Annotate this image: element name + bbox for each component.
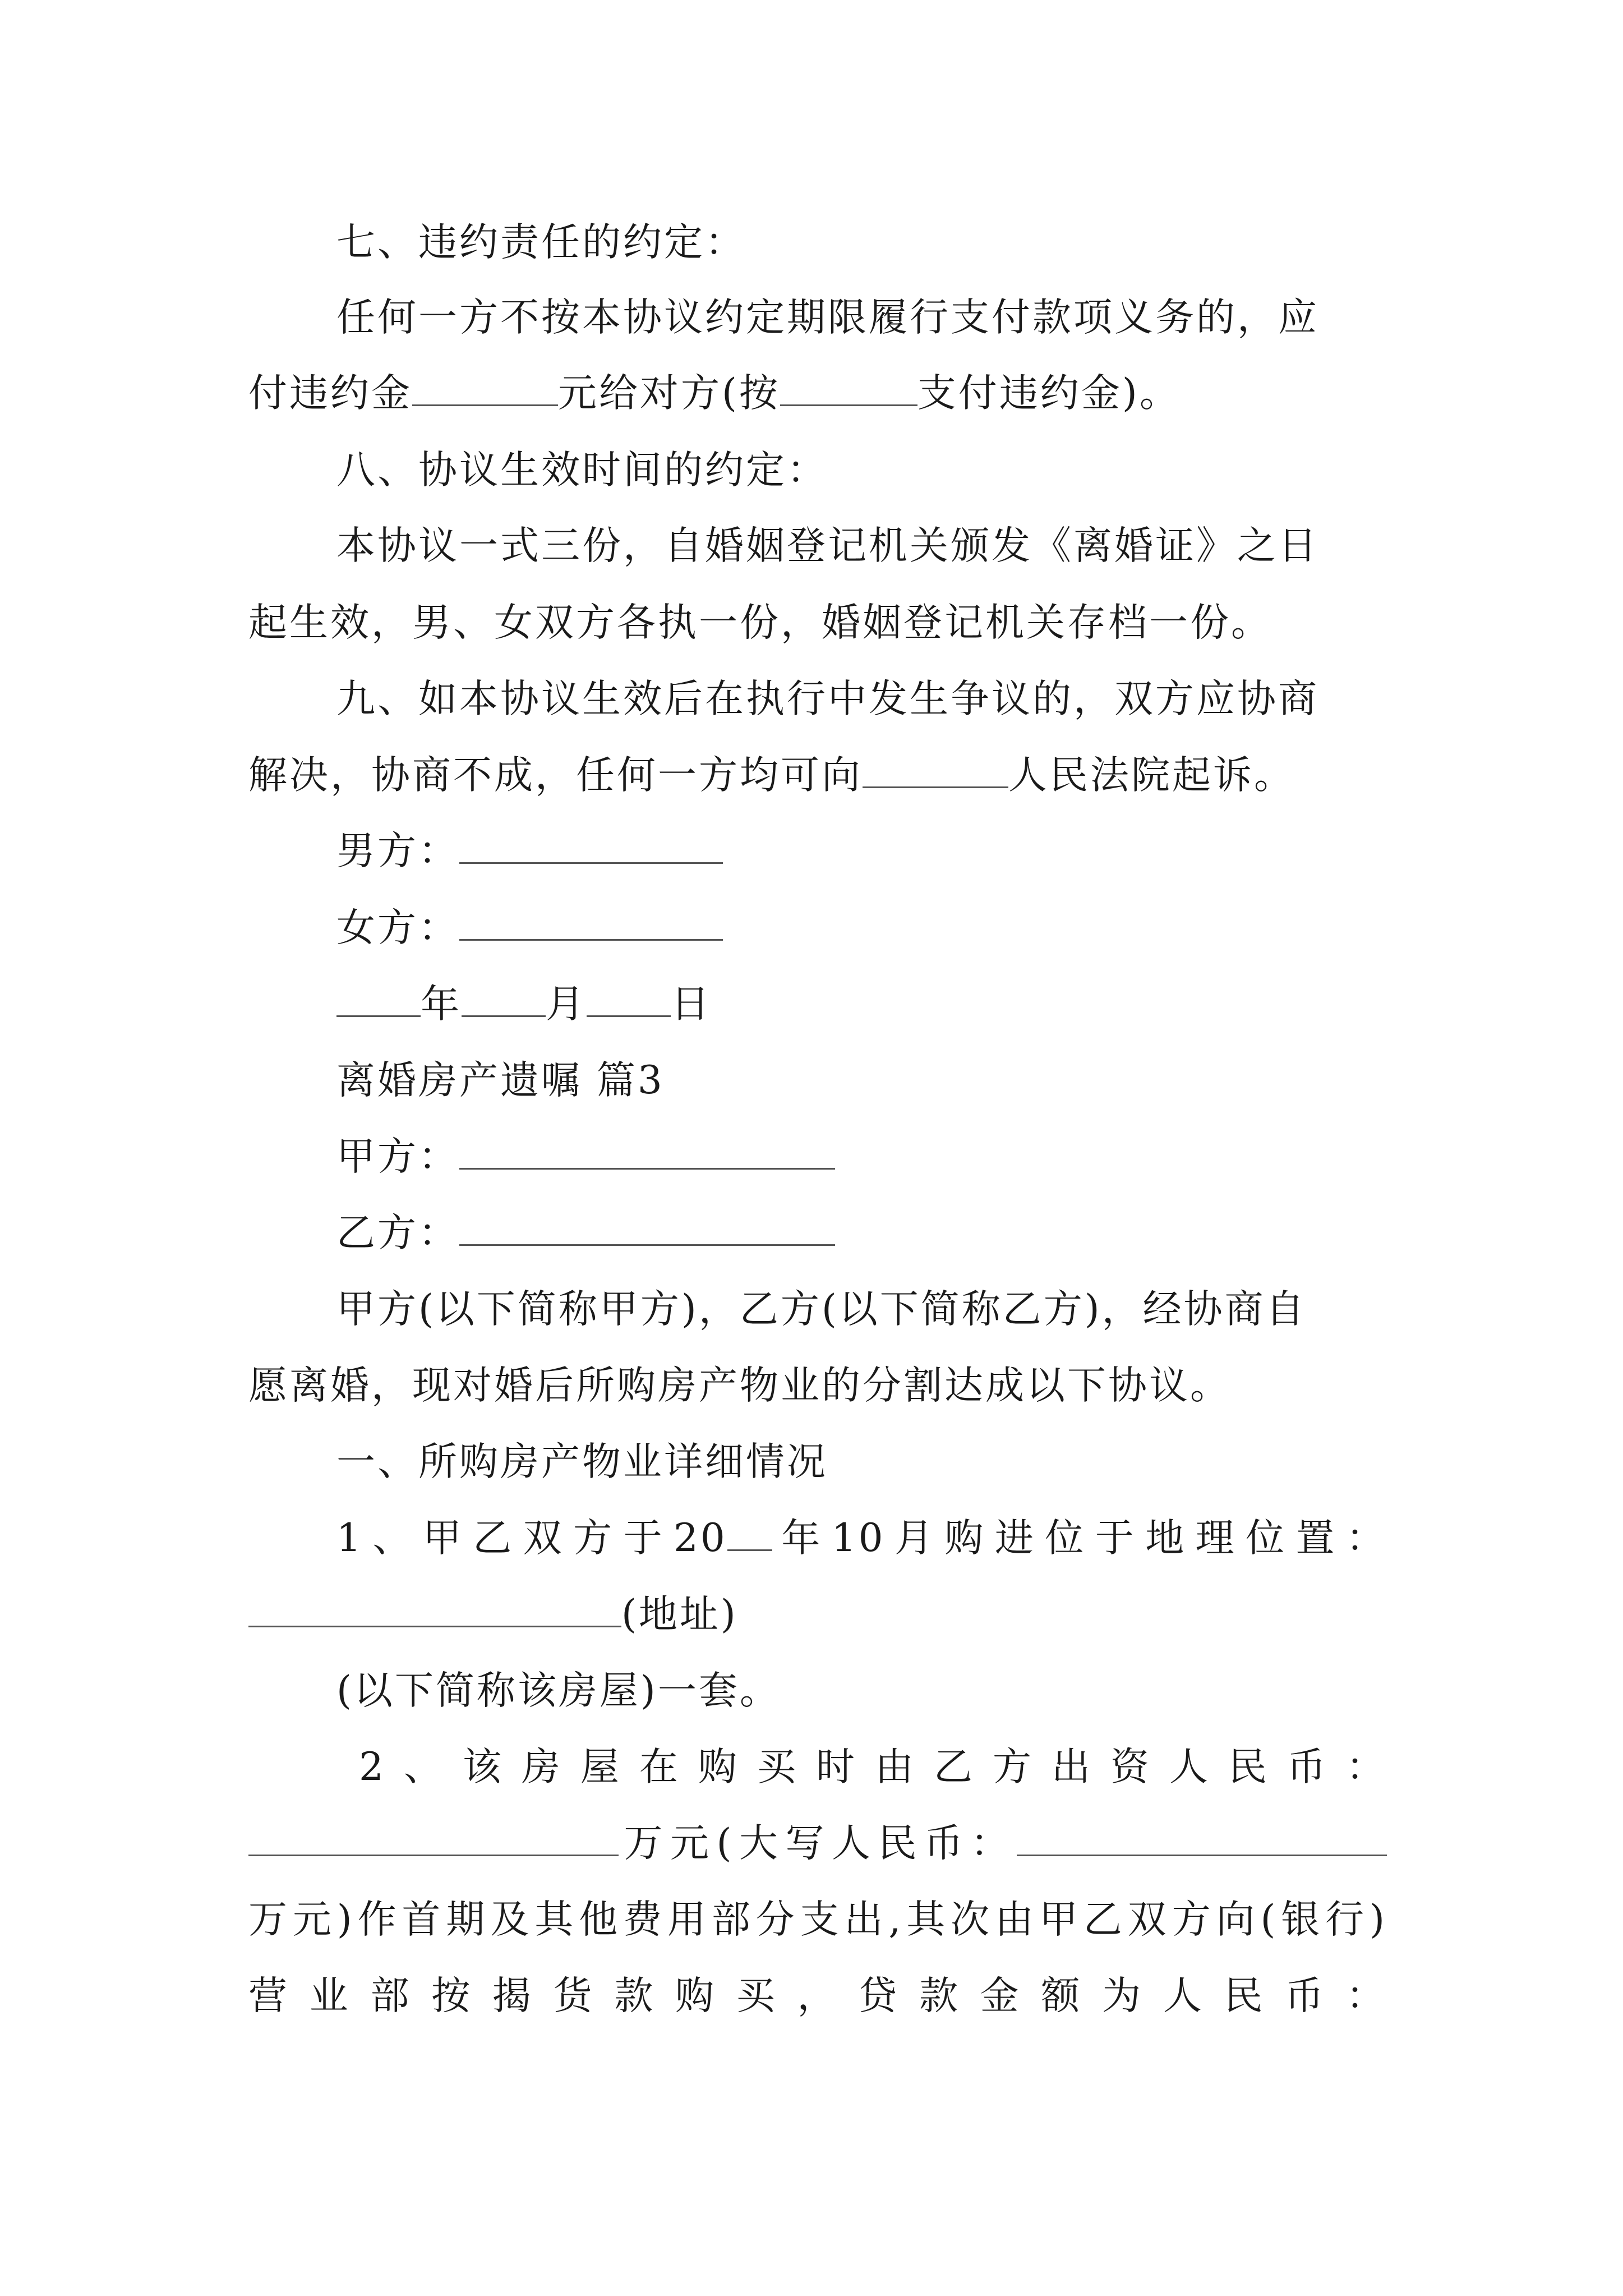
penalty-basis-blank (780, 370, 917, 406)
section-9-text-line-1: 九、如本协议生效后在执行中发生争议的，双方应协商 (336, 677, 1319, 721)
penalty-label: 付违约金 (248, 371, 412, 416)
section-7-text-line-2 (248, 368, 1387, 418)
male-signature-line (336, 826, 1387, 876)
item-1-line-2 (248, 1589, 1387, 1640)
party-a-label: 甲方： (336, 1134, 459, 1179)
item-2-line-3: 万元)作首期及其他费用部分支出,其次由甲乙双方向(银行) (248, 1897, 1387, 1942)
dispute-label: 解决，协商不成，任何一方均可向 (248, 753, 863, 798)
item-1-date-prefix: 1、甲乙双方于20 (336, 1516, 727, 1561)
address-blank (248, 1591, 621, 1627)
down-payment-label: 万元(大写人民币： (619, 1821, 1017, 1866)
date-line (336, 979, 1387, 1029)
section-8-text-line-1: 本协议一式三份，自婚姻登记机关颁发《离婚证》之日 (336, 523, 1319, 568)
year-blank (336, 981, 421, 1017)
month-blank (462, 981, 546, 1017)
penalty-amount-blank (412, 370, 558, 406)
penalty-to-label: 元给对方(按 (558, 371, 780, 416)
year-label: 年 (421, 982, 462, 1027)
item-1-line-3: (以下简称该房屋)一套。 (336, 1668, 781, 1713)
female-signature-line (336, 903, 1387, 953)
item-2-line-1: 2、该房屋在购买时由乙方出资人民币： (359, 1745, 1387, 1789)
female-signature-blank (459, 904, 723, 941)
party-b-label: 乙方： (336, 1211, 459, 1255)
court-blank (863, 752, 1008, 788)
intro-line-1: 甲方(以下简称甲方)，乙方(以下简称乙方)，经协商自 (336, 1287, 1307, 1332)
down-payment-blank (248, 1820, 619, 1856)
court-label: 人民法院起诉。 (1008, 753, 1295, 798)
female-label: 女方： (336, 905, 459, 950)
day-label: 日 (671, 982, 712, 1027)
section-8-text-line-2: 起生效，男、女双方各执一份，婚姻登记机关存档一份。 (248, 600, 1272, 645)
party-b-blank (459, 1209, 835, 1246)
section-7-heading: 七、违约责任的约定： (336, 220, 746, 265)
item-1-location-label: 年10月购进位于地理位置： (772, 1516, 1387, 1561)
section-9-text-line-2 (248, 750, 1387, 800)
address-label: (地址) (621, 1592, 738, 1637)
article-title: 离婚房产遗嘱 篇3 (336, 1058, 665, 1103)
section-1-heading: 一、所购房产物业详细情况 (336, 1439, 828, 1484)
down-payment-capital-blank (1017, 1820, 1387, 1856)
party-a-blank (459, 1133, 835, 1170)
male-signature-blank (459, 827, 723, 864)
year-suffix-blank (727, 1515, 772, 1551)
item-2-line-2 (248, 1818, 1387, 1869)
party-a-line (336, 1131, 1387, 1182)
male-label: 男方： (336, 829, 459, 873)
day-blank (587, 981, 671, 1017)
penalty-end-label: 支付违约金)。 (917, 371, 1181, 416)
party-b-line (336, 1208, 1387, 1258)
month-label: 月 (546, 982, 587, 1027)
intro-line-2: 愿离婚，现对婚后所购房产物业的分割达成以下协议。 (248, 1363, 1231, 1408)
section-8-heading: 八、协议生效时间的约定： (336, 448, 828, 493)
item-1-line-1 (336, 1513, 1387, 1563)
item-2-line-4: 营业部按揭货款购买，贷款金额为人民币： (248, 1973, 1387, 2018)
section-7-text-line-1: 任何一方不按本协议约定期限履行支付款项义务的，应 (336, 295, 1319, 340)
